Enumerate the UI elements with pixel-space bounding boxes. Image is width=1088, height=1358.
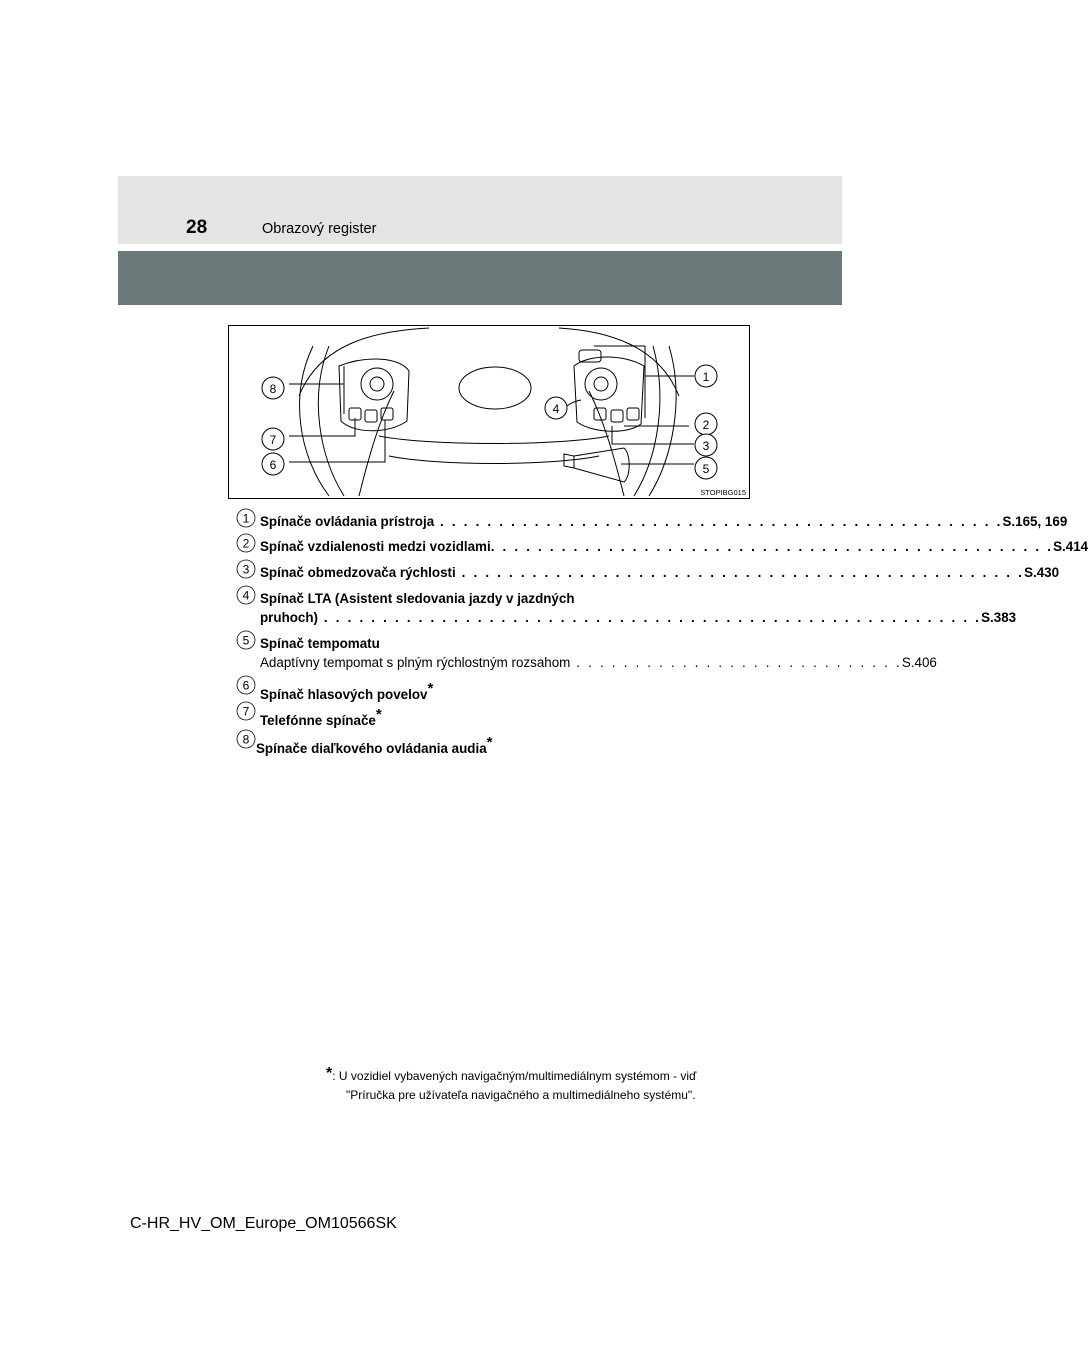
svg-text:2: 2 xyxy=(702,418,710,432)
leader-dots: . . . . . . . . . . . . . . . . . . . . . . . . . . . . . . . . . . . . . . . . . . . . . . . . . . . . . . . . xyxy=(318,610,982,625)
number-8-icon xyxy=(236,729,256,749)
svg-text:3: 3 xyxy=(702,439,710,453)
header-band xyxy=(118,176,842,244)
number-6-icon xyxy=(236,675,256,695)
page-reference: S.383 xyxy=(981,610,1017,625)
callout-8 xyxy=(262,377,284,399)
page-reference: S.165, 169 xyxy=(1002,514,1068,529)
page-reference: S.406 xyxy=(901,655,937,670)
item-label: Spínač obmedzovača rýchlosti xyxy=(260,565,456,580)
figure-code: STOPIBG015 xyxy=(700,488,746,497)
callout-2 xyxy=(695,413,717,435)
leader-dots: . . . . . . . . . . . . . . . . . . . . . . . . . . . . . . . . . . . . . . . . . . . . . . . . xyxy=(434,514,1003,529)
svg-text:4: 4 xyxy=(242,588,250,603)
section-title: Obrazový register xyxy=(262,221,377,237)
number-4-icon xyxy=(236,585,256,605)
item-label: Telefónne spínače xyxy=(260,713,376,728)
svg-text:1: 1 xyxy=(242,511,250,526)
callout-6 xyxy=(262,453,284,475)
svg-text:5: 5 xyxy=(242,633,250,648)
item-label: pruhoch) xyxy=(260,610,319,625)
svg-text:8: 8 xyxy=(242,732,250,747)
footnote xyxy=(326,1064,696,1105)
steering-wheel-illustration xyxy=(229,326,751,500)
item-label: Spínač vzdialenosti medzi vozidlami xyxy=(260,539,491,554)
item-sub-label: Adaptívny tempomat s plným rýchlostným rozsahom xyxy=(260,655,571,670)
item-label: Spínač hlasových povelov xyxy=(260,687,428,702)
svg-text:7: 7 xyxy=(269,433,277,447)
svg-text:1: 1 xyxy=(702,370,710,384)
svg-text:3: 3 xyxy=(242,562,250,577)
number-5-icon xyxy=(236,630,256,650)
footnote-line-1: : U vozidiel vybavených navigačným/multimediálnym systémom - viď xyxy=(332,1069,697,1083)
callout-1 xyxy=(695,365,717,387)
footnote-star: * xyxy=(326,1065,333,1082)
number-2-icon xyxy=(236,533,256,553)
item-label: Spínače ovládania prístroja xyxy=(260,514,435,529)
item-label: Spínač LTA (Asistent sledovania jazdy v jazdných xyxy=(260,591,575,606)
footnote-star: * xyxy=(486,734,493,751)
svg-text:7: 7 xyxy=(242,704,250,719)
leader-dots: . . . . . . . . . . . . . . . . . . . . . . . . . . . . . . . . . . . . . . . . . . . . . . . . xyxy=(455,565,1025,580)
footnote-star: * xyxy=(375,706,382,723)
number-7-icon xyxy=(236,701,256,721)
svg-text:8: 8 xyxy=(269,382,277,396)
svg-text:5: 5 xyxy=(702,462,710,476)
page-reference: S.414 xyxy=(1053,539,1088,554)
leader-dots: . . . . . . . . . . . . . . . . . . . . . . . . . . . . . . . . . . . . . . . . . . . . . . . . xyxy=(490,539,1054,554)
svg-text:6: 6 xyxy=(242,678,250,693)
item-label: Spínač tempomatu xyxy=(260,636,380,651)
footnote-line-2: "Príručka pre užívateľa navigačného a multimediálneho systému". xyxy=(346,1088,696,1102)
callout-5 xyxy=(695,457,717,479)
leader-dots: . . . . . . . . . . . . . . . . . . . . . . . . . . . . xyxy=(570,655,902,670)
svg-text:6: 6 xyxy=(269,458,277,472)
svg-text:4: 4 xyxy=(552,402,560,416)
page-reference: S.430 xyxy=(1024,565,1060,580)
page-number: 28 xyxy=(186,217,208,238)
number-3-icon xyxy=(236,559,256,579)
svg-text:2: 2 xyxy=(242,536,250,551)
number-1-icon xyxy=(236,508,256,528)
footnote-star: * xyxy=(427,680,434,697)
document-id: C-HR_HV_OM_Europe_OM10566SK xyxy=(130,1215,397,1232)
callout-7 xyxy=(262,428,284,450)
callout-4 xyxy=(545,397,567,419)
section-banner xyxy=(118,251,842,305)
steering-wheel-figure xyxy=(228,325,750,499)
item-label: Spínače diaľkového ovládania audia xyxy=(256,741,487,756)
callout-3 xyxy=(695,434,717,456)
